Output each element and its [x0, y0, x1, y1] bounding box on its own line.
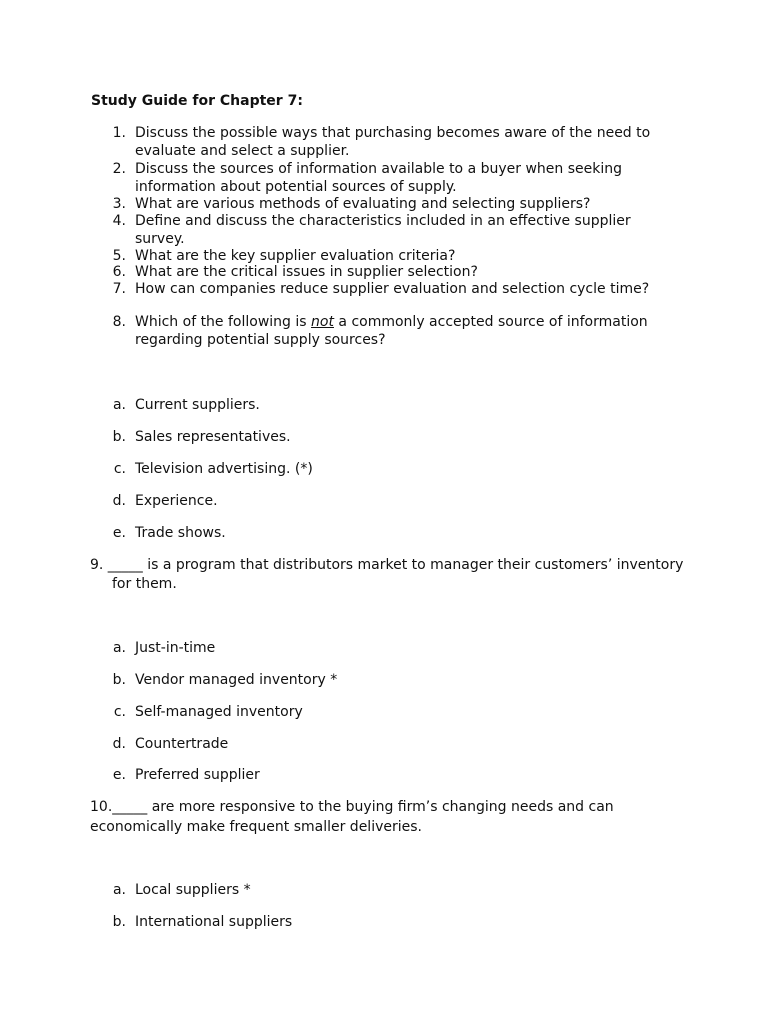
- option-letter: d.: [112, 493, 126, 509]
- question-text: 9. _____ is a program that distributors market to manager their customers’ inventory: [90, 557, 684, 573]
- option-text: Countertrade: [135, 736, 229, 752]
- question-text: economically make frequent smaller deliveries.: [90, 819, 422, 835]
- option-text: Vendor managed inventory *: [135, 672, 338, 688]
- option-text: Trade shows.: [135, 525, 226, 541]
- question-text: [135, 313, 648, 331]
- option-text: International suppliers: [135, 914, 293, 930]
- question-number: 5.: [112, 248, 126, 264]
- question-text: What are the critical issues in supplier selection?: [135, 264, 478, 280]
- option-letter: d.: [112, 736, 126, 752]
- question-text-part: Which of the following is: [135, 314, 312, 330]
- option-letter: a.: [112, 397, 126, 413]
- question-text: regarding potential supply sources?: [135, 332, 386, 348]
- option-text: Television advertising. (*): [135, 461, 313, 477]
- option-text: Experience.: [135, 493, 218, 509]
- option-letter: b.: [112, 914, 126, 930]
- question-number: 3.: [112, 196, 126, 212]
- question-text: Discuss the sources of information available to a buyer when seeking: [135, 161, 623, 177]
- question-text-part: a commonly accepted source of information: [333, 314, 648, 330]
- question-number: 6.: [112, 264, 126, 280]
- question-text: for them.: [112, 576, 177, 592]
- option-letter: c.: [113, 704, 126, 720]
- option-letter: a.: [112, 882, 126, 898]
- question-text: evaluate and select a supplier.: [135, 143, 350, 159]
- question-text: survey.: [135, 231, 185, 247]
- option-letter: e.: [112, 525, 126, 541]
- option-letter: e.: [112, 767, 126, 783]
- option-text: Self-managed inventory: [135, 704, 303, 720]
- option-text: Current suppliers.: [135, 397, 260, 413]
- option-text: Preferred supplier: [135, 767, 260, 783]
- question-text: 10._____ are more responsive to the buying firm’s changing needs and can: [90, 799, 614, 815]
- emphasis-not: not: [311, 314, 334, 330]
- option-letter: b.: [112, 429, 126, 445]
- question-number: 8.: [112, 314, 126, 330]
- option-text: Just-in-time: [135, 640, 216, 656]
- question-text: information about potential sources of supply.: [135, 179, 457, 195]
- question-number: 2.: [112, 161, 126, 177]
- question-text: What are various methods of evaluating and selecting suppliers?: [135, 196, 591, 212]
- question-number: 7.: [112, 281, 126, 297]
- question-text: What are the key supplier evaluation criteria?: [135, 248, 456, 264]
- option-text: Sales representatives.: [135, 429, 291, 445]
- option-letter: a.: [112, 640, 126, 656]
- page-title: Study Guide for Chapter 7:: [91, 93, 303, 109]
- question-text: Discuss the possible ways that purchasing becomes aware of the need to: [135, 125, 651, 141]
- option-letter: c.: [113, 461, 126, 477]
- question-text: Define and discuss the characteristics included in an effective supplier: [135, 213, 631, 229]
- question-text: How can companies reduce supplier evaluation and selection cycle time?: [135, 281, 650, 297]
- question-number: 4.: [112, 213, 126, 229]
- question-number: 1.: [112, 125, 126, 141]
- option-text: Local suppliers *: [135, 882, 251, 898]
- option-letter: b.: [112, 672, 126, 688]
